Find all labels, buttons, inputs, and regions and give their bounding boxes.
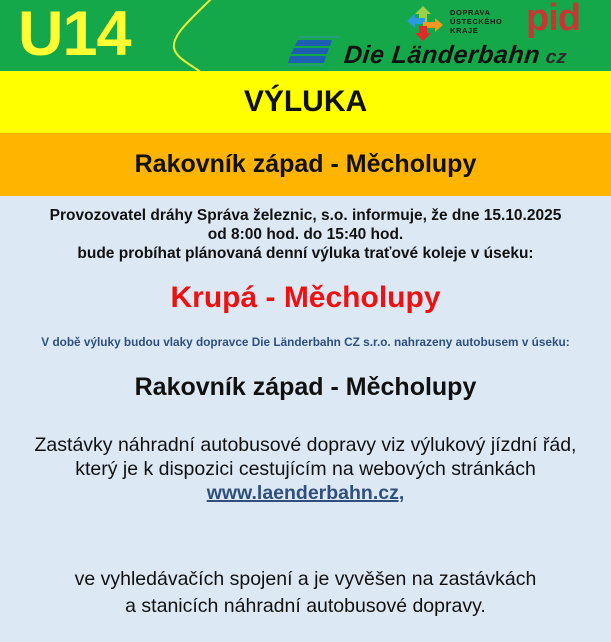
page-title: VÝLUKA (243, 85, 368, 118)
four-arrows-icon (405, 4, 445, 42)
line-code: U14 (18, 0, 131, 69)
info-line-2: od 8:00 hod. do 15:40 hod. (207, 226, 404, 243)
route-band (0, 133, 611, 196)
notice-content (0, 196, 611, 642)
regional-transport-logo-text (450, 8, 503, 35)
route-title: Rakovník západ - Měcholupy (134, 150, 477, 178)
header-banner (0, 0, 611, 71)
search-line-2: a stanicích náhradní autobusové dopravy. (125, 595, 486, 617)
replacement-note: V době výluky budou vlaky dopravce Die Länderbahn CZ s.r.o. nahrazeny autobusem v úseku: (41, 335, 570, 349)
logo-line-3: KRAJE (450, 26, 479, 35)
info-paragraph (0, 206, 611, 263)
pid-logo: pid (526, 0, 580, 39)
stops-line-1: Zastávky náhradní autobusové dopravy viz výlukový jízdní řád, (34, 434, 577, 456)
website-link[interactable]: www.laenderbahn.cz, (206, 482, 405, 504)
stops-line-2: který je k dispozici cestujícím na webových stránkách (75, 458, 536, 480)
operator-logo (342, 41, 568, 71)
info-line-3: bude probíhat plánovaná denní výluka traťové koleje v úseku: (77, 245, 534, 262)
logo-line-2: ÚSTECKÉHO (450, 17, 503, 26)
search-paragraph (0, 566, 611, 620)
bus-section: Rakovník západ - Měcholupy (134, 373, 477, 401)
info-line-1: Provozovatel dráhy Správa železnic, s.o. informuje, že dne 15.10.2025 (49, 207, 562, 224)
operator-suffix: cz (544, 47, 568, 68)
logo-line-1: DOPRAVA (450, 8, 491, 17)
title-band (0, 71, 611, 133)
closure-section: Krupá - Měcholupy (170, 281, 441, 314)
search-line-1: ve vyhledávačích spojení a je vyvěšen na zastávkách (74, 568, 537, 590)
laenderbahn-stripes-icon (288, 36, 340, 68)
operator-name: Die Länderbahn (342, 41, 542, 69)
stops-paragraph (0, 433, 611, 505)
